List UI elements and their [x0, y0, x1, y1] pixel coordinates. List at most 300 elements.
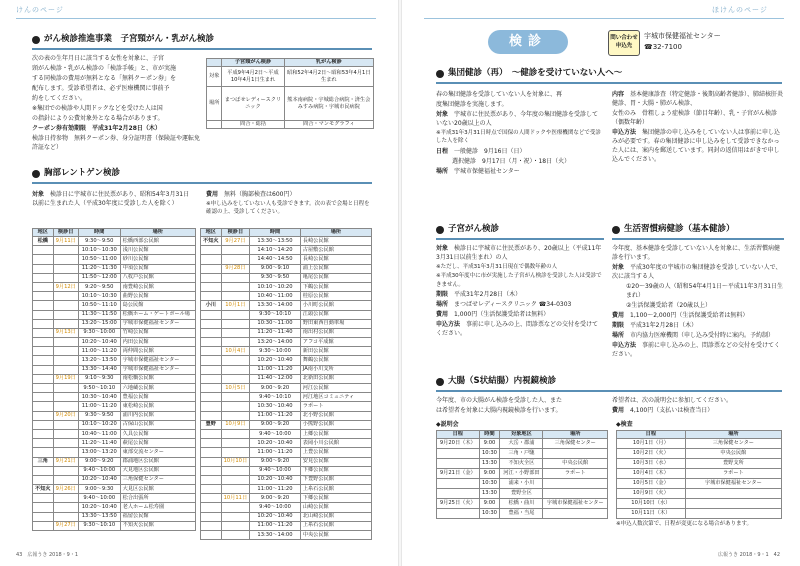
- table-cell: [201, 512, 222, 521]
- table-header: 時間: [250, 229, 301, 237]
- table-cell: 11:00〜11:20: [250, 485, 301, 494]
- table-row: [201, 273, 372, 282]
- table-cell: 浦川内公民館: [120, 411, 195, 420]
- table-cell: 大岳・郡浦: [500, 439, 543, 449]
- table-cell: [53, 466, 78, 475]
- chest-schedule-table-2: [200, 228, 372, 540]
- table-cell: [53, 475, 78, 484]
- table-cell: [221, 292, 250, 301]
- table-cell: 中央公民館: [543, 459, 608, 469]
- colon-section-title: [436, 376, 556, 387]
- section-underline: [32, 182, 372, 184]
- table-cell: [53, 512, 78, 521]
- table-header: 時間: [479, 431, 500, 439]
- table-header: 日程: [617, 431, 686, 439]
- table-row: [201, 466, 372, 475]
- table-cell: 9:00: [479, 439, 500, 449]
- table-cell: 豊野: [201, 420, 222, 429]
- table-cell: [221, 439, 250, 448]
- bullet-icon: [436, 378, 444, 386]
- table-cell: 9:30〜10:10: [78, 521, 120, 530]
- body-line: 今年度、市の大腸がん検診を受診した人、また: [436, 397, 563, 404]
- table-cell: [201, 365, 222, 374]
- section-underline: [436, 82, 782, 84]
- table-cell: 山崎公民館: [300, 503, 371, 512]
- table-row: [617, 499, 782, 509]
- table-row: [33, 282, 196, 291]
- table-row: [437, 509, 608, 519]
- label: 期限: [436, 290, 449, 298]
- table-cell: 9:30〜9:50: [250, 273, 301, 282]
- table-cell: 場所: [207, 87, 222, 121]
- table-cell: 大見区公民館: [120, 485, 195, 494]
- table-cell: ラポート: [685, 469, 781, 479]
- table-row: [201, 475, 372, 484]
- table-row: [437, 459, 608, 469]
- group-right-col: [612, 90, 784, 165]
- table-cell: [221, 521, 250, 530]
- colon-session-table: [436, 430, 608, 519]
- cervical-note-2: ※平成30年度中に市が実施した子宮がん検診を受診した人は受診できません。: [436, 273, 602, 288]
- body-line: 春の集団健診を受診していない人を対象に、再: [436, 91, 563, 98]
- label: 対象: [436, 245, 449, 252]
- cervical-period: 平成31年2月28日（木）: [454, 290, 522, 298]
- table-cell: [33, 246, 54, 255]
- group-women-only: 女性のみ 骨粗しょう症検診（節目年齢）、乳・子宮がん検診（偶数年齢）: [612, 110, 778, 126]
- table-cell: [53, 338, 78, 347]
- table-cell: 10:10〜10:20: [250, 282, 301, 291]
- table-row: [201, 374, 372, 383]
- table-cell: [33, 475, 54, 484]
- table-cell: 13:20〜13:50: [78, 356, 120, 365]
- table-cell: [201, 356, 222, 365]
- table-header: 日程: [437, 431, 480, 439]
- table-cell: [221, 531, 250, 540]
- table-cell: 下豊野公民館: [300, 475, 371, 484]
- table-header: 対象地区: [500, 431, 543, 439]
- table-cell: [201, 503, 222, 512]
- table-cell: 久具公民館: [120, 429, 195, 438]
- table-cell: [201, 485, 222, 494]
- table-cell: [201, 439, 222, 448]
- table-cell: 9:40〜10:00: [250, 429, 301, 438]
- cervical-body: [436, 244, 604, 339]
- table-header: 子宮頸がん検診: [222, 59, 284, 67]
- table-cell: 砂川公民館: [120, 255, 195, 264]
- table-cell: 小熊野公民館: [300, 420, 371, 429]
- table-row: [33, 292, 196, 301]
- table-header: 場所: [685, 431, 781, 439]
- lifestyle-place: 市内協力医療機関（申し込み受付時に案内。予約制）: [630, 332, 775, 339]
- table-cell: 上糸石公民館: [300, 521, 371, 530]
- table-cell: [685, 489, 781, 499]
- body-line: 度集団健診を実施します。: [436, 101, 508, 108]
- body-line: 頸がん検診・乳がん検診の「検診手帳」と、市が実施: [32, 65, 177, 72]
- table-row: [201, 301, 372, 310]
- table-cell: 9:00〜9:20: [250, 384, 301, 393]
- table-cell: [53, 319, 78, 328]
- bullet-icon: [32, 36, 40, 44]
- page-footer-left: 43 広報うき 2018・9・1: [16, 552, 79, 558]
- table-cell: 郡浦地区公民館: [120, 457, 195, 466]
- label: 対象: [32, 191, 45, 198]
- group-date-2: 選択健診 9月17日（月・祝）・18日（火）: [452, 157, 571, 165]
- table-cell: 13:30〜14:00: [250, 301, 301, 310]
- table-cell: 13:30〜14:40: [78, 365, 120, 374]
- table-row: [201, 411, 372, 420]
- table-cell: [33, 301, 54, 310]
- table-header: 場所: [300, 229, 371, 237]
- table-row: [33, 521, 196, 530]
- table-cell: 河江・小野部田: [500, 469, 543, 479]
- table-cell: [33, 439, 54, 448]
- table-cell: 三角: [33, 457, 54, 466]
- section-underline: [612, 238, 784, 240]
- table-row: [33, 402, 196, 411]
- table-row: [33, 393, 196, 402]
- lifestyle-target-3: ②生活保護受給者（20歳以上）: [626, 302, 712, 309]
- colon-body-2: 希望者は、次の説明会に参加してください。: [612, 397, 733, 404]
- table-cell: 北小野公民館: [300, 411, 371, 420]
- table-header: 地区: [201, 229, 222, 237]
- table-cell: 14:40〜14:50: [250, 255, 301, 264]
- table-cell: 新田公民館: [300, 347, 371, 356]
- section-underline: [32, 48, 372, 50]
- page-footer-right: 広報うき 2018・9・1 42: [718, 552, 781, 558]
- table-row: [201, 485, 372, 494]
- table-cell: [53, 420, 78, 429]
- table-cell: 11:00〜11:20: [78, 347, 120, 356]
- table-cell: [201, 384, 222, 393]
- table-cell: [221, 411, 250, 420]
- table-cell: [33, 264, 54, 273]
- table-cell: 9:00〜9:20: [250, 420, 301, 429]
- exam-title: ◆検査: [616, 421, 633, 428]
- table-row: [201, 310, 372, 319]
- table-cell: [201, 466, 222, 475]
- table-row: [201, 319, 372, 328]
- table-cell: 10:30〜10:40: [78, 393, 120, 402]
- label: 費用: [612, 312, 625, 319]
- bullet-icon: [436, 70, 444, 78]
- table-cell: [221, 466, 250, 475]
- table-row: [201, 457, 372, 466]
- table-cell: 宇城市保健福祉センター: [120, 365, 195, 374]
- table-cell: [53, 246, 78, 255]
- contact-tel: ☎32-7100: [644, 42, 682, 51]
- lifestyle-apply: 事前に申し込みの上、問診票などの交付を受けてください。: [612, 342, 781, 358]
- table-cell: 野田東西自動車場: [300, 319, 371, 328]
- table-cell: [53, 347, 78, 356]
- table-cell: 10:10〜10:20: [78, 420, 120, 429]
- table-row: [33, 328, 196, 337]
- table-cell: [221, 246, 250, 255]
- group-title-text: 集団健診（再） 〜健診を受けていない人へ〜: [448, 68, 623, 78]
- table-cell: アフコ平成館: [300, 338, 371, 347]
- table-cell: [33, 374, 54, 383]
- label: 費用: [612, 407, 625, 414]
- table-row: [617, 509, 782, 519]
- group-target: 宇城市に住民票があり、今年度の集団健診を受診していない20歳以上の人: [436, 111, 599, 127]
- table-row: [201, 521, 372, 530]
- colon-intro: [436, 396, 606, 416]
- table-cell: [685, 509, 781, 519]
- table-cell: [201, 310, 222, 319]
- body-line: する同検診の費用が無料となる「無料クーポン券」を: [32, 75, 177, 82]
- table-cell: 三角保健センター: [685, 439, 781, 449]
- table-cell: [221, 356, 250, 365]
- table-cell: 9:00〜9:20: [250, 494, 301, 503]
- bullet-icon: [32, 170, 40, 178]
- table-cell: 9:30〜10:00: [250, 347, 301, 356]
- table-cell: [33, 356, 54, 365]
- table-cell: 10月3日（水）: [617, 459, 686, 469]
- table-cell: まつばせレディースクリニック: [222, 87, 284, 121]
- table-cell: [201, 338, 222, 347]
- table-cell: 六地蔵公民館: [120, 384, 195, 393]
- table-cell: 13:00〜13:20: [78, 448, 120, 457]
- table-cell: [437, 489, 480, 499]
- table-cell: 小川: [201, 301, 222, 310]
- table-cell: [53, 384, 78, 393]
- table-cell: [221, 448, 250, 457]
- table-cell: [53, 356, 78, 365]
- colon-exam-table: [616, 430, 782, 519]
- table-cell: 浦来・小川: [500, 479, 543, 489]
- table-cell: 11:00〜11:20: [78, 402, 120, 411]
- coupon-expiry: クーポン券有効期限 平成31年2月28日（木）: [32, 125, 161, 132]
- table-row: [33, 457, 196, 466]
- chest-section-title: [32, 168, 120, 179]
- table-cell: 宇城市保健福祉センター: [120, 319, 195, 328]
- contact-name: 宇城市保健福祉センター: [644, 32, 721, 40]
- table-cell: 9:30〜10:10: [250, 310, 301, 319]
- table-cell: 北山崎公民館: [300, 512, 371, 521]
- table-cell: [201, 531, 222, 540]
- table-cell: 9月27日: [53, 521, 78, 530]
- bullet-icon: [436, 226, 444, 234]
- table-cell: 11:20〜11:40: [78, 439, 120, 448]
- table-cell: [201, 411, 222, 420]
- table-cell: [53, 393, 78, 402]
- table-cell: 10月9日（火）: [617, 489, 686, 499]
- table-cell: 11:00〜11:20: [250, 521, 301, 530]
- table-cell: 9月19日: [53, 374, 78, 383]
- group-note: ※平成31年3月31日時点で国保の人間ドックや医療機関などで受診した人を除く: [436, 130, 601, 145]
- table-cell: [33, 338, 54, 347]
- exam-note: ※申込人数次第で、日程が変更になる場合があります。: [616, 521, 753, 527]
- table-cell: 11:00〜11:20: [250, 411, 301, 420]
- table-row: [33, 448, 196, 457]
- table-cell: 熊本南病院・宇城総合病院・済生会みすみ病院・宇城市民病院: [284, 87, 373, 121]
- table-row: [617, 449, 782, 459]
- table-cell: 10:30: [479, 449, 500, 459]
- table-row: [201, 439, 372, 448]
- table-cell: 松橋: [33, 237, 54, 246]
- cervical-apply: 事前に申し込みの上、問診票などの交付を受けてください。: [436, 320, 599, 337]
- table-cell: [221, 319, 250, 328]
- table-row: [33, 273, 196, 282]
- table-cell: [221, 365, 250, 374]
- header-divider: [424, 18, 784, 19]
- table-cell: 9:30〜9:50: [78, 237, 120, 246]
- table-row: [33, 512, 196, 521]
- table-row: [33, 237, 196, 246]
- table-cell: [33, 429, 54, 438]
- body-line: 配布します。受診希望者は、必ず医療機関に事前予: [32, 85, 170, 92]
- table-cell: 10:20〜10:40: [250, 512, 301, 521]
- table-cell: [33, 402, 54, 411]
- group-place: 宇城市保健福祉センター: [454, 167, 520, 175]
- table-cell: 9:40〜10:00: [250, 503, 301, 512]
- table-cell: 10:30〜10:40: [250, 402, 301, 411]
- table-cell: 豊野全区: [500, 489, 543, 499]
- table-cell: [221, 503, 250, 512]
- table-row: [33, 246, 196, 255]
- table-cell: 14:10〜14:20: [250, 246, 301, 255]
- table-cell: [437, 459, 480, 469]
- table-cell: 9月12日: [53, 282, 78, 291]
- cervical-target: 検診日に宇城市に住民票があり、20歳以上（平成11年3月31日以前生まれ）の人: [436, 245, 602, 261]
- cancer-body: [32, 54, 202, 153]
- table-cell: [53, 292, 78, 301]
- table-cell: [33, 448, 54, 457]
- table-cell: 9:00〜9:20: [78, 457, 120, 466]
- table-cell: 9:00: [479, 499, 500, 509]
- table-cell: 宇城市保健福祉センター: [685, 479, 781, 489]
- table-row: [201, 356, 372, 365]
- table-row: [33, 384, 196, 393]
- table-cell: [53, 255, 78, 264]
- cervical-fee: 1,000円（生活保護受給者は無料）: [454, 310, 550, 318]
- table-cell: [33, 310, 54, 319]
- table-row: [201, 402, 372, 411]
- table-cell: 10月2日（火）: [617, 449, 686, 459]
- table-cell: 9:40〜10:00: [250, 466, 301, 475]
- table-cell: [201, 319, 222, 328]
- table-cell: 古保山公民館: [120, 420, 195, 429]
- table-cell: [201, 429, 222, 438]
- table-row: [201, 531, 372, 540]
- table-cell: [221, 374, 250, 383]
- table-cell: 豊福・当尾: [500, 509, 543, 519]
- table-row: [617, 479, 782, 489]
- table-cell: 老人ホーム松寿園: [120, 503, 195, 512]
- label: 場所: [612, 332, 625, 339]
- table-cell: 不知火: [201, 237, 222, 246]
- kenshin-badge: 検診: [488, 30, 568, 54]
- body-line: は希望者を対象に大腸内視鏡検診を行います。: [436, 407, 562, 414]
- label: 費用: [436, 310, 449, 318]
- table-cell: 10:50〜11:00: [78, 255, 120, 264]
- label: 申込方法: [612, 342, 637, 349]
- table-cell: [437, 479, 480, 489]
- table-cell: [221, 310, 250, 319]
- table-cell: 10:30: [479, 509, 500, 519]
- table-cell: 不知火公民館: [120, 521, 195, 530]
- table-cell: [201, 292, 222, 301]
- table-cell: [201, 402, 222, 411]
- table-cell: [437, 509, 480, 519]
- table-cell: [33, 328, 54, 337]
- label: 申込方法: [612, 129, 637, 136]
- table-row: [437, 449, 608, 459]
- table-cell: 上豊公民館: [300, 448, 371, 457]
- table-cell: 9月25日（火）: [437, 499, 480, 509]
- table-header: [207, 59, 222, 67]
- table-cell: 11:40〜12:00: [250, 374, 301, 383]
- lifestyle-target-1: 平成30年度の宇城市の集団健診を受診していない人で、次に該当する人: [612, 264, 782, 280]
- table-cell: 対象: [207, 67, 222, 87]
- section-underline: [436, 390, 782, 392]
- table-cell: 10:20〜10:40: [78, 338, 120, 347]
- table-row: [33, 466, 196, 475]
- table-row: [437, 469, 608, 479]
- group-content: 基本健康診査（特定健診・後期高齢者健診）、肺結核肝炎健診、胃・大腸・肺がん検診、: [612, 91, 784, 107]
- table-cell: 11:50〜12:00: [78, 273, 120, 282]
- table-cell: [685, 499, 781, 509]
- table-cell: 古屋敷公民館: [300, 246, 371, 255]
- table-cell: [221, 402, 250, 411]
- table-header: 時間: [78, 229, 120, 237]
- table-row: [201, 282, 372, 291]
- table-cell: [221, 282, 250, 291]
- table-cell: 松橋・曲川: [500, 499, 543, 509]
- table-row: [617, 439, 782, 449]
- table-cell: 南松橋公民館: [120, 374, 195, 383]
- table-cell: 10月11日（木）: [617, 509, 686, 519]
- table-cell: 9:30〜10:00: [78, 328, 120, 337]
- table-cell: 松橋西部公民館: [120, 237, 195, 246]
- table-cell: 中央公民館: [300, 531, 371, 540]
- table-row: [201, 246, 372, 255]
- session-title: ◆説明会: [436, 421, 459, 428]
- table-cell: ラポート: [543, 469, 608, 479]
- table-cell: [201, 393, 222, 402]
- table-cell: [201, 521, 222, 530]
- table-cell: 平成9年4月2日〜平成10年4月1日生まれ: [222, 67, 284, 87]
- chest-target-text: 検診日に宇城市に住民票があり、昭和54年3月31日以前に生まれた人（平成30年度に受診した人を除く）: [32, 191, 190, 207]
- table-cell: 長崎公民館: [300, 255, 371, 264]
- table-cell: 不知火全区: [500, 459, 543, 469]
- colon-fee: 4,100円（支払いは検査当日）: [630, 407, 714, 414]
- table-cell: 上糸石公民館: [300, 485, 371, 494]
- table-cell: 9月20日: [53, 411, 78, 420]
- table-cell: 桂原公民館: [300, 292, 371, 301]
- table-cell: [221, 273, 250, 282]
- lifestyle-title-text: 生活習慣病健診（基本健診）: [624, 224, 735, 234]
- table-row: [201, 347, 372, 356]
- table-row: [201, 237, 372, 246]
- table-cell: 島公民館: [120, 301, 195, 310]
- chest-note: ※申し込みをしていない人も受診できます。次の表で会場と日程を確認の上、受診してください。: [206, 201, 370, 216]
- table-cell: 13:30: [479, 459, 500, 469]
- table-cell: [53, 264, 78, 273]
- table-row: [201, 503, 372, 512]
- table-cell: 上郷公民館: [300, 429, 371, 438]
- table-row: [33, 264, 196, 273]
- table-cell: 9:40〜10:10: [250, 393, 301, 402]
- table-cell: [543, 509, 608, 519]
- table-cell: [543, 449, 608, 459]
- chest-schedule-table-1: [32, 228, 196, 531]
- table-cell: 10月1日: [221, 301, 250, 310]
- table-cell: 10月4日: [221, 347, 250, 356]
- table-cell: 昭和52年4月2日〜昭和53年4月1日生まれ: [284, 67, 373, 87]
- table-row: [33, 347, 196, 356]
- table-cell: 東松崎公民館: [120, 402, 195, 411]
- table-cell: [53, 310, 78, 319]
